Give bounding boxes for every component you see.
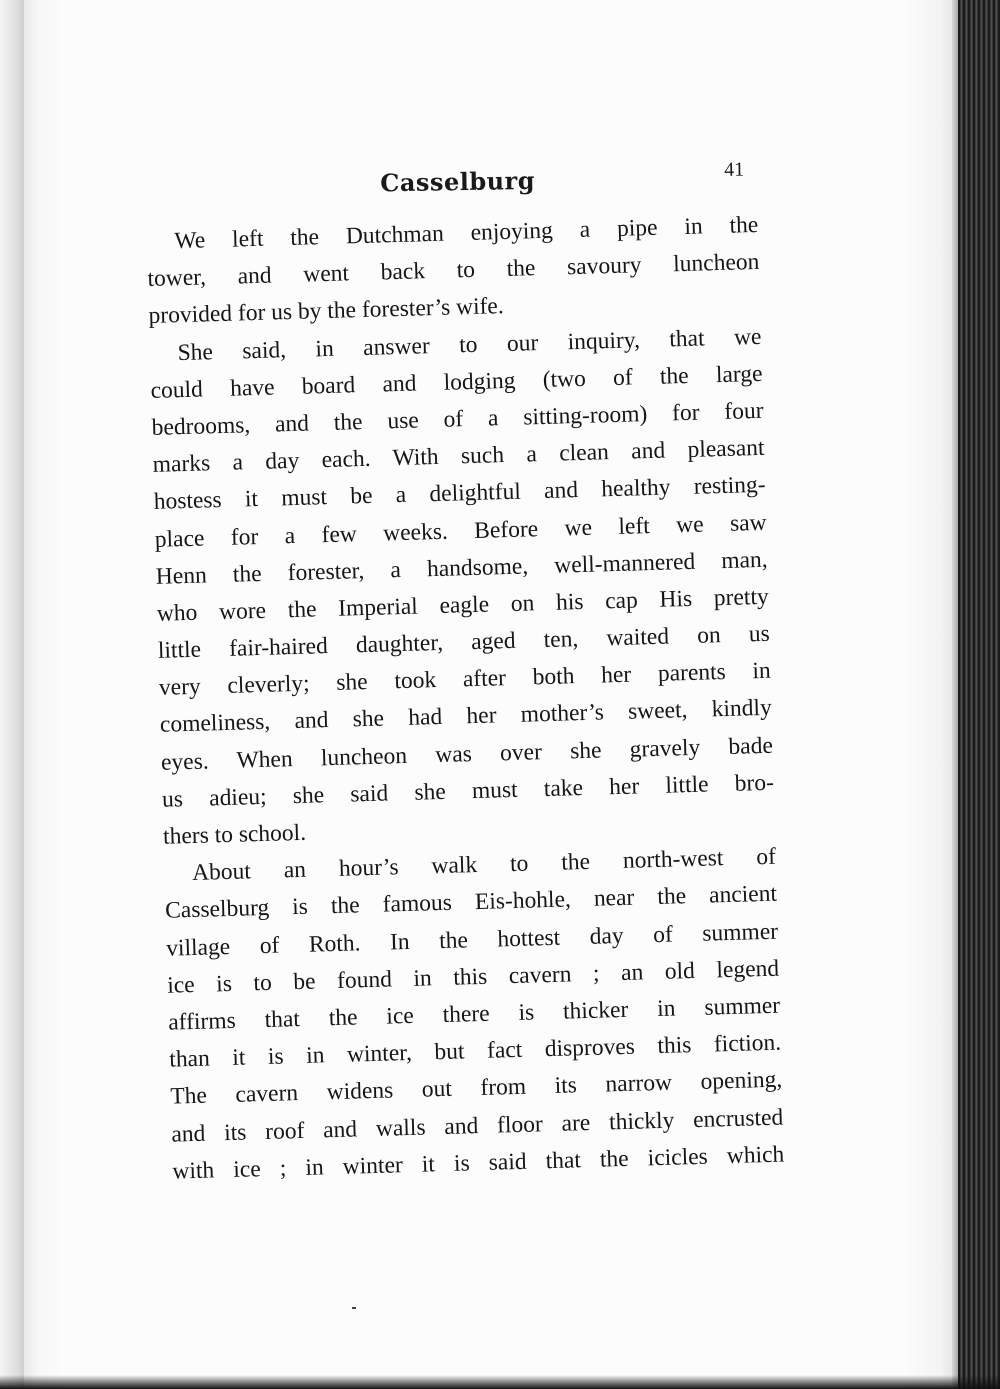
page-number: 41 (723, 158, 745, 181)
text-line: marks a day each. With such a clean and pleasant (152, 434, 765, 479)
text-line: hostess it must be a delightful and healthy resting- (153, 472, 766, 516)
text-line: Henn the forester, a handsome, well-mannered man, (155, 546, 768, 590)
text-line: ice is to be found in this cavern ; an old legend (166, 955, 780, 999)
scan-bottom-shadow (0, 1375, 1000, 1389)
text-line: who wore the Imperial eagle on his cap His pretty (156, 583, 770, 627)
body-text (146, 207, 785, 1191)
text-line: We left the Dutchman enjoying a pipe in the (174, 211, 759, 255)
text-line: bedrooms, and the use of a sitting-room) for four (151, 397, 764, 441)
text-line: thers to school. (162, 819, 307, 850)
running-head: Casselburg (380, 165, 536, 198)
text-line: Casselburg is the famous Eis-hohle, near the ancient (164, 881, 778, 925)
text-line: very cleverly; she took after both her parents in (158, 657, 772, 702)
text-line: About an hour’s walk to the north-west of (191, 843, 777, 887)
page-stack-edge (958, 0, 1000, 1389)
text-line: eyes. When luncheon was over she gravely bade (160, 732, 774, 776)
text-line: with ice ; in winter it is said that the icicles which (172, 1141, 785, 1185)
text-line: and its roof and walls and floor are thickly encrusted (171, 1104, 784, 1148)
binding-gutter (0, 0, 24, 1389)
text-line: place for a few weeks. Before we left we saw (154, 509, 767, 553)
paper-speck (352, 1307, 356, 1309)
text-line: us adieu; she said she must take her little bro- (161, 769, 775, 813)
text-line: village of Roth. In the hottest day of summer (165, 918, 779, 962)
text-line: provided for us by the forester’s wife. (148, 293, 505, 330)
text-line: affirms that the ice there is thicker in summer (167, 992, 781, 1036)
text-line: She said, in answer to our inquiry, that we (177, 323, 762, 366)
text-line: little fair-haired daughter, aged ten, waited on us (157, 620, 771, 664)
text-line: The cavern widens out from its narrow opening, (170, 1066, 783, 1110)
text-line: could have board and lodging (two of the large (150, 360, 763, 404)
text-line: tower, and went back to the savoury luncheon (147, 249, 760, 293)
text-line: comeliness, and she had her mother’s sweet, kindly (159, 695, 773, 739)
text-line: than it is in winter, but fact disproves this fiction. (168, 1029, 782, 1073)
